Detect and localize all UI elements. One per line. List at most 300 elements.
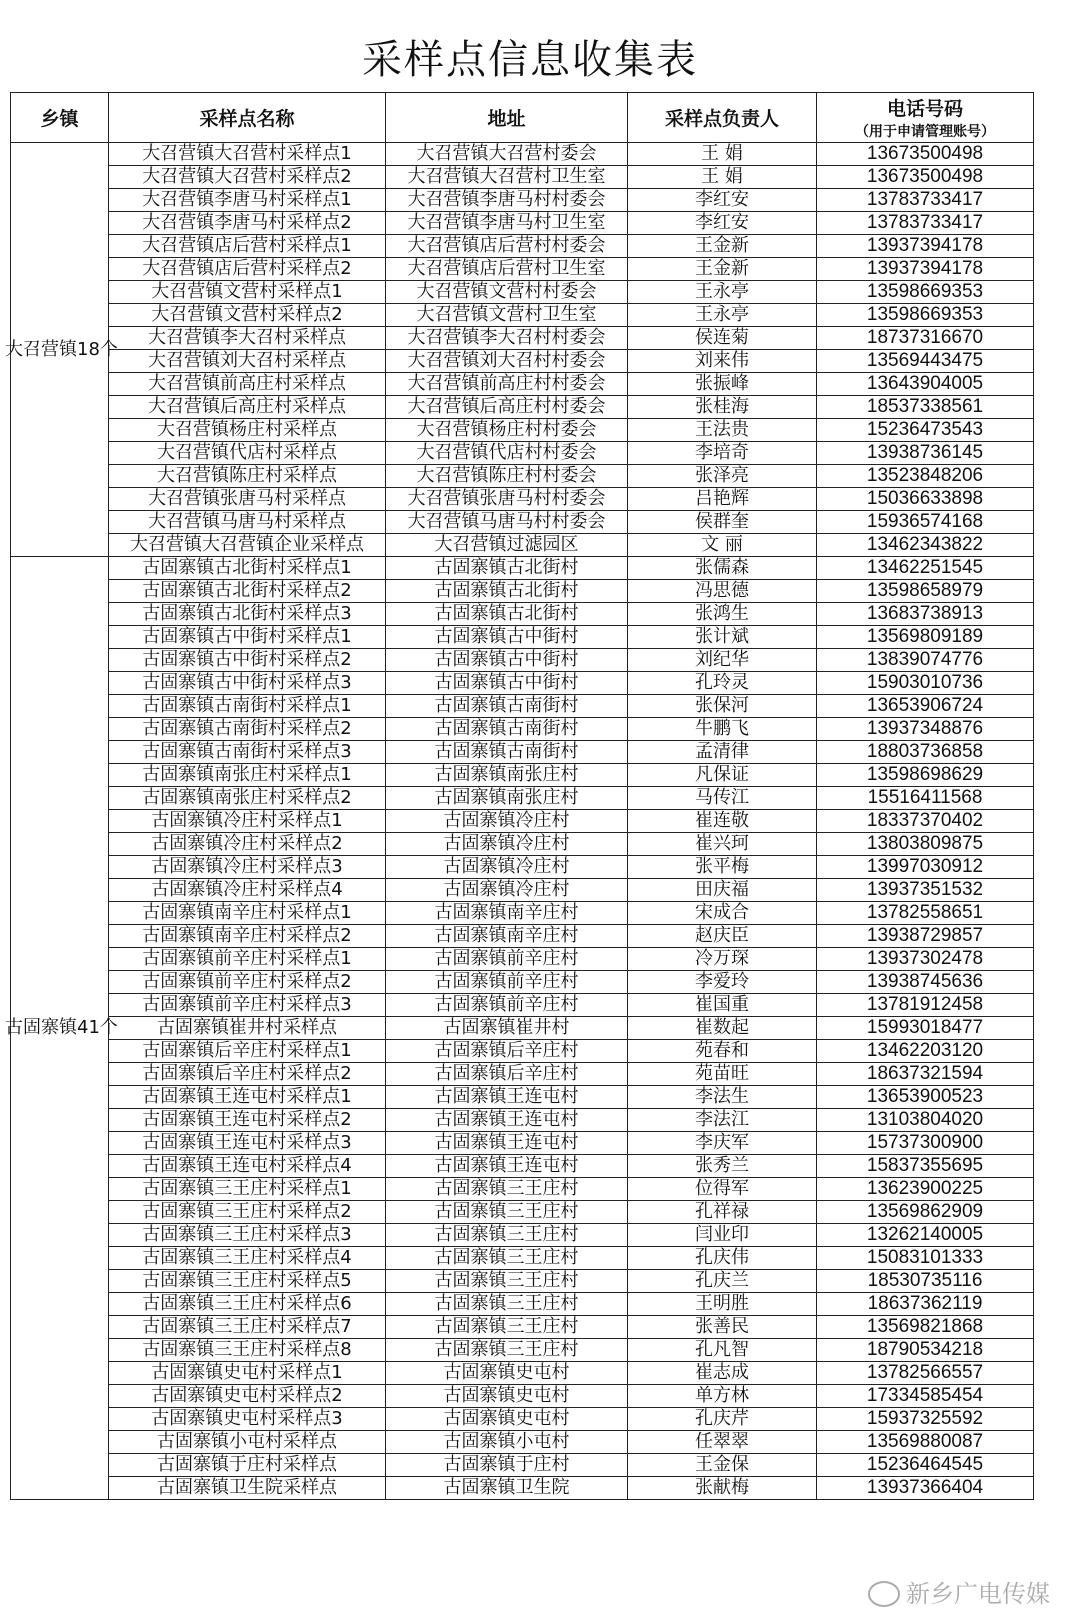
phone-cell: 15936574168 [817, 511, 1034, 534]
phone-cell: 13103804020 [817, 1109, 1034, 1132]
name-cell: 古固寨镇三王庄村采样点4 [109, 1247, 386, 1270]
phone-cell: 15236464545 [817, 1454, 1034, 1477]
name-cell: 古固寨镇王连屯村采样点4 [109, 1155, 386, 1178]
table-row [11, 580, 1034, 603]
person-cell: 凡保证 [628, 764, 817, 787]
table-row [11, 948, 1034, 971]
phone-cell: 13673500498 [817, 166, 1034, 189]
table-row [11, 1362, 1034, 1385]
phone-cell: 13937348876 [817, 718, 1034, 741]
table-row [11, 1293, 1034, 1316]
table-row [11, 1178, 1034, 1201]
name-cell: 大召营镇前高庄村采样点 [109, 373, 386, 396]
name-cell: 大召营镇后高庄村采样点 [109, 396, 386, 419]
phone-cell: 18337370402 [817, 810, 1034, 833]
address-cell: 古固寨镇古南街村 [386, 741, 628, 764]
table-row [11, 1063, 1034, 1086]
name-cell: 大召营镇马唐马村采样点 [109, 511, 386, 534]
address-cell: 古固寨镇史屯村 [386, 1385, 628, 1408]
address-cell: 古固寨镇冷庄村 [386, 879, 628, 902]
person-cell: 任翠翠 [628, 1431, 817, 1454]
table-row [11, 925, 1034, 948]
table-row [11, 143, 1034, 166]
table-row [11, 396, 1034, 419]
person-cell: 李法江 [628, 1109, 817, 1132]
phone-cell: 18737316670 [817, 327, 1034, 350]
name-cell: 大召营镇大召营村采样点1 [109, 143, 386, 166]
page-title: 采样点信息收集表 [362, 37, 698, 83]
address-cell: 古固寨镇古中街村 [386, 649, 628, 672]
phone-cell: 13598669353 [817, 304, 1034, 327]
name-cell: 古固寨镇古北街村采样点2 [109, 580, 386, 603]
name-cell: 大召营镇陈庄村采样点 [109, 465, 386, 488]
address-cell: 大召营镇后高庄村村委会 [386, 396, 628, 419]
person-cell: 张鸿生 [628, 603, 817, 626]
header-phone [817, 93, 1034, 143]
person-cell: 王金保 [628, 1454, 817, 1477]
address-cell: 古固寨镇后辛庄村 [386, 1063, 628, 1086]
name-cell: 大召营镇刘大召村采样点 [109, 350, 386, 373]
wechat-icon [868, 1581, 900, 1607]
phone-cell: 15903010736 [817, 672, 1034, 695]
table-row [11, 1017, 1034, 1040]
address-cell: 大召营镇大召营村委会 [386, 143, 628, 166]
person-cell: 位得军 [628, 1178, 817, 1201]
phone-cell: 13782566557 [817, 1362, 1034, 1385]
person-cell: 张计斌 [628, 626, 817, 649]
address-cell: 大召营镇店后营村卫生室 [386, 258, 628, 281]
person-cell: 宋成合 [628, 902, 817, 925]
person-cell: 张秀兰 [628, 1155, 817, 1178]
name-cell: 古固寨镇王连屯村采样点1 [109, 1086, 386, 1109]
table-row [11, 971, 1034, 994]
person-cell: 崔国重 [628, 994, 817, 1017]
name-cell: 古固寨镇史屯村采样点1 [109, 1362, 386, 1385]
table-row [11, 879, 1034, 902]
address-cell: 大召营镇代店村村委会 [386, 442, 628, 465]
table-row [11, 1385, 1034, 1408]
person-cell: 牛鹏飞 [628, 718, 817, 741]
phone-cell: 13683738913 [817, 603, 1034, 626]
address-cell: 古固寨镇前辛庄村 [386, 994, 628, 1017]
name-cell: 大召营镇文营村采样点1 [109, 281, 386, 304]
name-cell: 大召营镇文营村采样点2 [109, 304, 386, 327]
town-cell [5, 143, 118, 557]
name-cell: 古固寨镇后辛庄村采样点1 [109, 1040, 386, 1063]
person-cell: 张平梅 [628, 856, 817, 879]
name-cell: 古固寨镇三王庄村采样点6 [109, 1293, 386, 1316]
table-row [11, 166, 1034, 189]
phone-cell: 13643904005 [817, 373, 1034, 396]
name-cell: 古固寨镇冷庄村采样点2 [109, 833, 386, 856]
address-cell: 古固寨镇南辛庄村 [386, 925, 628, 948]
name-cell: 古固寨镇古中街村采样点2 [109, 649, 386, 672]
phone-cell: 13462343822 [817, 534, 1034, 557]
name-cell: 古固寨镇于庄村采样点 [109, 1454, 386, 1477]
header-person: 采样点负责人 [628, 93, 817, 143]
person-cell: 孔庆芹 [628, 1408, 817, 1431]
table-row [11, 442, 1034, 465]
phone-cell: 13653900523 [817, 1086, 1034, 1109]
phone-cell: 13937394178 [817, 235, 1034, 258]
table-row [11, 1109, 1034, 1132]
phone-cell: 13937351532 [817, 879, 1034, 902]
phone-cell: 13938745636 [817, 971, 1034, 994]
phone-cell: 13569880087 [817, 1431, 1034, 1454]
address-cell: 古固寨镇古北街村 [386, 580, 628, 603]
person-cell: 李庆军 [628, 1132, 817, 1155]
table-row [11, 1040, 1034, 1063]
person-cell: 崔数起 [628, 1017, 817, 1040]
address-cell: 大召营镇陈庄村村委会 [386, 465, 628, 488]
address-cell: 古固寨镇南张庄村 [386, 787, 628, 810]
name-cell: 古固寨镇三王庄村采样点3 [109, 1224, 386, 1247]
table-row [11, 1201, 1034, 1224]
phone-cell: 13783733417 [817, 212, 1034, 235]
name-cell: 大召营镇大召营村采样点2 [109, 166, 386, 189]
table-row [11, 327, 1034, 350]
table-row [11, 1454, 1034, 1477]
name-cell: 古固寨镇冷庄村采样点4 [109, 879, 386, 902]
phone-cell: 13673500498 [817, 143, 1034, 166]
person-cell: 孔玲灵 [628, 672, 817, 695]
phone-cell: 15737300900 [817, 1132, 1034, 1155]
phone-cell: 13462203120 [817, 1040, 1034, 1063]
address-cell: 古固寨镇后辛庄村 [386, 1040, 628, 1063]
table-row [11, 1339, 1034, 1362]
address-cell: 大召营镇李大召村村委会 [386, 327, 628, 350]
address-cell: 古固寨镇崔井村 [386, 1017, 628, 1040]
person-cell: 刘纪华 [628, 649, 817, 672]
table-row [11, 304, 1034, 327]
person-cell: 王 娟 [628, 166, 817, 189]
phone-cell: 13523848206 [817, 465, 1034, 488]
table-row [11, 419, 1034, 442]
table-body [5, 143, 1034, 1500]
name-cell: 古固寨镇前辛庄村采样点3 [109, 994, 386, 1017]
address-cell: 大召营镇李唐马村卫生室 [386, 212, 628, 235]
phone-cell: 13997030912 [817, 856, 1034, 879]
phone-cell: 18530735116 [817, 1270, 1034, 1293]
address-cell: 古固寨镇前辛庄村 [386, 971, 628, 994]
phone-cell: 15236473543 [817, 419, 1034, 442]
person-cell: 田庆福 [628, 879, 817, 902]
name-cell: 古固寨镇三王庄村采样点7 [109, 1316, 386, 1339]
address-cell: 大召营镇杨庄村村委会 [386, 419, 628, 442]
table-row [11, 1155, 1034, 1178]
phone-cell: 15993018477 [817, 1017, 1034, 1040]
table-row [11, 281, 1034, 304]
sampling-point-table [5, 92, 1034, 1500]
person-cell: 闫业印 [628, 1224, 817, 1247]
person-cell: 张桂海 [628, 396, 817, 419]
phone-cell: 13598658979 [817, 580, 1034, 603]
name-cell: 古固寨镇王连屯村采样点2 [109, 1109, 386, 1132]
address-cell: 古固寨镇三王庄村 [386, 1201, 628, 1224]
person-cell: 李培奇 [628, 442, 817, 465]
table-row [11, 465, 1034, 488]
address-cell: 古固寨镇王连屯村 [386, 1155, 628, 1178]
phone-cell: 15516411568 [817, 787, 1034, 810]
address-cell: 古固寨镇冷庄村 [386, 810, 628, 833]
name-cell: 古固寨镇古中街村采样点1 [109, 626, 386, 649]
table-row [11, 833, 1034, 856]
address-cell: 古固寨镇史屯村 [386, 1408, 628, 1431]
person-cell: 侯群奎 [628, 511, 817, 534]
phone-cell: 18637362119 [817, 1293, 1034, 1316]
table-row [11, 718, 1034, 741]
address-cell: 古固寨镇王连屯村 [386, 1109, 628, 1132]
person-cell: 张献梅 [628, 1477, 817, 1500]
name-cell: 古固寨镇古中街村采样点3 [109, 672, 386, 695]
header-row [11, 93, 1034, 143]
name-cell: 古固寨镇后辛庄村采样点2 [109, 1063, 386, 1086]
header-phone-label: 电话号码 [886, 98, 963, 120]
phone-cell: 13598669353 [817, 281, 1034, 304]
person-cell: 王永亭 [628, 304, 817, 327]
phone-cell: 15083101333 [817, 1247, 1034, 1270]
table-row [11, 189, 1034, 212]
address-cell: 古固寨镇王连屯村 [386, 1132, 628, 1155]
phone-cell: 13938729857 [817, 925, 1034, 948]
table-row [11, 741, 1034, 764]
person-cell: 王永亭 [628, 281, 817, 304]
address-cell: 大召营镇马唐马村村委会 [386, 511, 628, 534]
phone-cell: 13598698629 [817, 764, 1034, 787]
phone-cell: 15937325592 [817, 1408, 1034, 1431]
address-cell: 大召营镇李唐马村村委会 [386, 189, 628, 212]
name-cell: 古固寨镇前辛庄村采样点1 [109, 948, 386, 971]
table-row [11, 787, 1034, 810]
phone-cell: 13569443475 [817, 350, 1034, 373]
person-cell: 王明胜 [628, 1293, 817, 1316]
address-cell: 古固寨镇三王庄村 [386, 1270, 628, 1293]
town-label: 大召营镇18个 [5, 338, 118, 360]
table-row [11, 258, 1034, 281]
phone-cell: 13781912458 [817, 994, 1034, 1017]
phone-cell: 18790534218 [817, 1339, 1034, 1362]
person-cell: 李爱玲 [628, 971, 817, 994]
name-cell: 古固寨镇前辛庄村采样点2 [109, 971, 386, 994]
name-cell: 古固寨镇冷庄村采样点1 [109, 810, 386, 833]
address-cell: 古固寨镇史屯村 [386, 1362, 628, 1385]
phone-cell: 17334585454 [817, 1385, 1034, 1408]
person-cell: 单方林 [628, 1385, 817, 1408]
address-cell: 古固寨镇冷庄村 [386, 856, 628, 879]
person-cell: 马传江 [628, 787, 817, 810]
header-name: 采样点名称 [109, 93, 386, 143]
table-row [11, 534, 1034, 557]
person-cell: 苑春和 [628, 1040, 817, 1063]
address-cell: 古固寨镇三王庄村 [386, 1224, 628, 1247]
table-row [11, 511, 1034, 534]
address-cell: 古固寨镇三王庄村 [386, 1178, 628, 1201]
phone-cell: 13937394178 [817, 258, 1034, 281]
phone-cell: 13623900225 [817, 1178, 1034, 1201]
address-cell: 古固寨镇小屯村 [386, 1431, 628, 1454]
table-row [11, 626, 1034, 649]
table-row [11, 235, 1034, 258]
phone-cell: 18537338561 [817, 396, 1034, 419]
table-row [11, 994, 1034, 1017]
person-cell: 孔凡智 [628, 1339, 817, 1362]
address-cell: 古固寨镇南张庄村 [386, 764, 628, 787]
person-cell: 张善民 [628, 1316, 817, 1339]
phone-cell: 13653906724 [817, 695, 1034, 718]
table-row [11, 810, 1034, 833]
address-cell: 古固寨镇冷庄村 [386, 833, 628, 856]
phone-cell: 13839074776 [817, 649, 1034, 672]
address-cell: 大召营镇大召营村卫生室 [386, 166, 628, 189]
address-cell: 古固寨镇卫生院 [386, 1477, 628, 1500]
phone-cell: 13803809875 [817, 833, 1034, 856]
table-row [11, 603, 1034, 626]
name-cell: 古固寨镇南张庄村采样点2 [109, 787, 386, 810]
person-cell: 孔祥禄 [628, 1201, 817, 1224]
table-row [11, 1247, 1034, 1270]
address-cell: 古固寨镇古南街村 [386, 695, 628, 718]
name-cell: 大召营镇李唐马村采样点2 [109, 212, 386, 235]
header-town: 乡镇 [11, 93, 109, 143]
person-cell: 崔兴珂 [628, 833, 817, 856]
person-cell: 侯连菊 [628, 327, 817, 350]
table-row [11, 856, 1034, 879]
phone-cell: 13783733417 [817, 189, 1034, 212]
person-cell: 孟清律 [628, 741, 817, 764]
name-cell: 大召营镇大召营镇企业采样点 [109, 534, 386, 557]
phone-cell: 13937302478 [817, 948, 1034, 971]
address-cell: 大召营镇文营村卫生室 [386, 304, 628, 327]
table-row [11, 649, 1034, 672]
name-cell: 古固寨镇南辛庄村采样点1 [109, 902, 386, 925]
name-cell: 古固寨镇冷庄村采样点3 [109, 856, 386, 879]
name-cell: 大召营镇店后营村采样点2 [109, 258, 386, 281]
table-row [11, 1086, 1034, 1109]
person-cell: 王金新 [628, 258, 817, 281]
name-cell: 古固寨镇三王庄村采样点1 [109, 1178, 386, 1201]
name-cell: 古固寨镇王连屯村采样点3 [109, 1132, 386, 1155]
person-cell: 张泽亮 [628, 465, 817, 488]
phone-cell: 18803736858 [817, 741, 1034, 764]
address-cell: 古固寨镇前辛庄村 [386, 948, 628, 971]
name-cell: 古固寨镇史屯村采样点3 [109, 1408, 386, 1431]
name-cell: 古固寨镇三王庄村采样点5 [109, 1270, 386, 1293]
address-cell: 古固寨镇三王庄村 [386, 1247, 628, 1270]
address-cell: 大召营镇文营村村委会 [386, 281, 628, 304]
table-row [11, 672, 1034, 695]
table-row [11, 1270, 1034, 1293]
address-cell: 古固寨镇三王庄村 [386, 1293, 628, 1316]
person-cell: 冯思德 [628, 580, 817, 603]
phone-cell: 13262140005 [817, 1224, 1034, 1247]
name-cell: 古固寨镇古南街村采样点2 [109, 718, 386, 741]
watermark-text: 新乡广电传媒 [906, 1580, 1050, 1608]
town-cell [5, 557, 118, 1500]
name-cell: 古固寨镇古南街村采样点3 [109, 741, 386, 764]
name-cell: 古固寨镇南张庄村采样点1 [109, 764, 386, 787]
phone-cell: 13569821868 [817, 1316, 1034, 1339]
person-cell: 王金新 [628, 235, 817, 258]
table-row [11, 695, 1034, 718]
person-cell: 崔连敬 [628, 810, 817, 833]
person-cell: 张保河 [628, 695, 817, 718]
address-cell: 大召营镇张唐马村村委会 [386, 488, 628, 511]
name-cell: 古固寨镇小屯村采样点 [109, 1431, 386, 1454]
person-cell: 文 丽 [628, 534, 817, 557]
address-cell: 古固寨镇古中街村 [386, 626, 628, 649]
person-cell: 孔庆伟 [628, 1247, 817, 1270]
address-cell: 古固寨镇古中街村 [386, 672, 628, 695]
name-cell: 古固寨镇崔井村采样点 [109, 1017, 386, 1040]
person-cell: 王 娟 [628, 143, 817, 166]
name-cell: 大召营镇张唐马村采样点 [109, 488, 386, 511]
person-cell: 李红安 [628, 212, 817, 235]
name-cell: 大召营镇杨庄村采样点 [109, 419, 386, 442]
address-cell: 古固寨镇古北街村 [386, 557, 628, 580]
name-cell: 大召营镇李唐马村采样点1 [109, 189, 386, 212]
person-cell: 孔庆兰 [628, 1270, 817, 1293]
table-row [11, 557, 1034, 580]
phone-cell: 18637321594 [817, 1063, 1034, 1086]
phone-cell: 15036633898 [817, 488, 1034, 511]
name-cell: 古固寨镇南辛庄村采样点2 [109, 925, 386, 948]
address-cell: 大召营镇店后营村村委会 [386, 235, 628, 258]
address-cell: 古固寨镇三王庄村 [386, 1339, 628, 1362]
address-cell: 古固寨镇古北街村 [386, 603, 628, 626]
address-cell: 古固寨镇王连屯村 [386, 1086, 628, 1109]
address-cell: 大召营镇过滤园区 [386, 534, 628, 557]
table-row [11, 1132, 1034, 1155]
name-cell: 古固寨镇古南街村采样点1 [109, 695, 386, 718]
person-cell: 李红安 [628, 189, 817, 212]
address-cell: 大召营镇刘大召村村委会 [386, 350, 628, 373]
person-cell: 崔志成 [628, 1362, 817, 1385]
person-cell: 冷万琛 [628, 948, 817, 971]
phone-cell: 13938736145 [817, 442, 1034, 465]
address-cell: 古固寨镇于庄村 [386, 1454, 628, 1477]
phone-cell: 13569809189 [817, 626, 1034, 649]
watermark [868, 1580, 1050, 1608]
name-cell: 大召营镇店后营村采样点1 [109, 235, 386, 258]
phone-cell: 15837355695 [817, 1155, 1034, 1178]
person-cell: 李法生 [628, 1086, 817, 1109]
person-cell: 张儒森 [628, 557, 817, 580]
phone-cell: 13462251545 [817, 557, 1034, 580]
address-cell: 古固寨镇南辛庄村 [386, 902, 628, 925]
person-cell: 吕艳辉 [628, 488, 817, 511]
table-row [11, 1431, 1034, 1454]
phone-cell: 13569862909 [817, 1201, 1034, 1224]
name-cell: 大召营镇代店村采样点 [109, 442, 386, 465]
address-cell: 大召营镇前高庄村村委会 [386, 373, 628, 396]
table-row [11, 1224, 1034, 1247]
phone-cell: 13937366404 [817, 1477, 1034, 1500]
name-cell: 古固寨镇三王庄村采样点2 [109, 1201, 386, 1224]
name-cell: 古固寨镇三王庄村采样点8 [109, 1339, 386, 1362]
table-row [11, 1477, 1034, 1500]
header-address: 地址 [386, 93, 628, 143]
table-row [11, 902, 1034, 925]
town-label: 古固寨镇41个 [5, 1017, 118, 1038]
table-row [11, 764, 1034, 787]
address-cell: 古固寨镇三王庄村 [386, 1316, 628, 1339]
name-cell: 大召营镇李大召村采样点 [109, 327, 386, 350]
person-cell: 王法贵 [628, 419, 817, 442]
table-row [11, 373, 1034, 396]
person-cell: 赵庆臣 [628, 925, 817, 948]
person-cell: 苑苗旺 [628, 1063, 817, 1086]
table-row [11, 488, 1034, 511]
